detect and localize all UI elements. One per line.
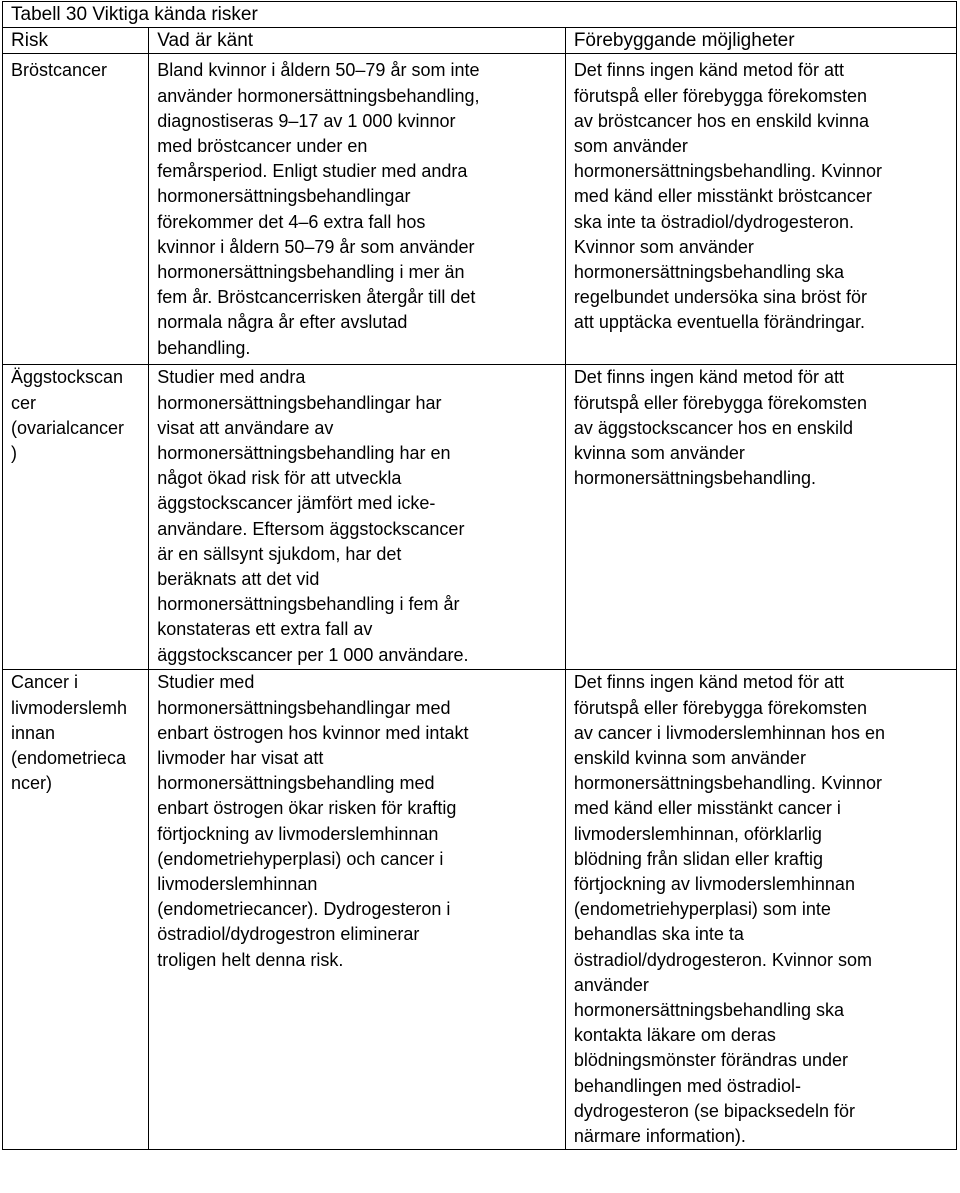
known-text: Bland kvinnor i åldern 50–79 år som inte använder hormonersättningsbehandling, diagnostiseras 9–17 av 1 000 kvinnor med bröstcancer under en femårsperiod. Enligt studier med andra hormonersättningsbehandlingar förekommer det 4–6 extra fall hos kvinnor i åldern 50–79 år som använder hormonersättningsbehandling i mer än fem år. Bröstcancerrisken återgår till det normala några år efter avslutad behandling.: [149, 54, 566, 365]
risk-table: [2, 1, 957, 1150]
table-title: Tabell 30 Viktiga kända risker: [3, 2, 957, 28]
table-row: [3, 54, 957, 365]
header-prevention: Förebyggande möjligheter: [565, 28, 956, 54]
prevention-text: Det finns ingen känd metod för att förutspå eller förebygga förekomsten av äggstockscancer hos en enskild kvinna som använder hormonersättningsbehandling.: [565, 365, 956, 670]
header-risk: Risk: [3, 28, 149, 54]
known-text: Studier med andra hormonersättningsbehandlingar har visat att användare av hormonersättningsbehandling har en något ökad risk för att utveckla äggstockscancer jämfört med icke- användare. Eftersom äggstockscancer är en sällsynt sjukdom, har det beräknats att det vid hormonersättningsbehandling i fem år konstateras ett extra fall av äggstockscancer per 1 000 användare.: [149, 365, 566, 670]
table-title-row: [3, 2, 957, 28]
risk-name: Cancer i livmoderslemh innan (endometrieca ncer): [3, 670, 149, 1150]
known-text: Studier med hormonersättningsbehandlingar med enbart östrogen hos kvinnor med intakt livmoder har visat att hormonersättningsbehandling med enbart östrogen ökar risken för kraftig förtjockning av livmoderslemhinnan (endometriehyperplasi) och cancer i livmoderslemhinnan (endometriecancer). Dydrogesteron i östradiol/dydrogestron eliminerar troligen helt denna risk.: [149, 670, 566, 1150]
risk-name: Bröstcancer: [3, 54, 149, 365]
prevention-text: Det finns ingen känd metod för att förutspå eller förebygga förekomsten av cancer i livmoderslemhinnan hos en enskild kvinna som använder hormonersättningsbehandling. Kvinnor med känd eller misstänkt cancer i livmoderslemhinnan, oförklarlig blödning från slidan eller kraftig förtjockning av livmoderslemhinnan (endometriehyperplasi) som inte behandlas ska inte ta östradiol/dydrogesteron. Kvinnor som använder hormonersättningsbehandling ska kontakta läkare om deras blödningsmönster förändras under behandlingen med östradiol- dydrogesteron (se bipacksedeln för närmare information).: [565, 670, 956, 1150]
table-row: [3, 365, 957, 670]
table-header-row: [3, 28, 957, 54]
risk-name: Äggstockscan cer (ovarialcancer ): [3, 365, 149, 670]
prevention-text: Det finns ingen känd metod för att förutspå eller förebygga förekomsten av bröstcancer hos en enskild kvinna som använder hormonersättningsbehandling. Kvinnor med känd eller misstänkt bröstcancer ska inte ta östradiol/dydrogesteron. Kvinnor som använder hormonersättningsbehandling ska regelbundet undersöka sina bröst för att upptäcka eventuella förändringar.: [565, 54, 956, 365]
table-row: [3, 670, 957, 1150]
header-known: Vad är känt: [149, 28, 566, 54]
